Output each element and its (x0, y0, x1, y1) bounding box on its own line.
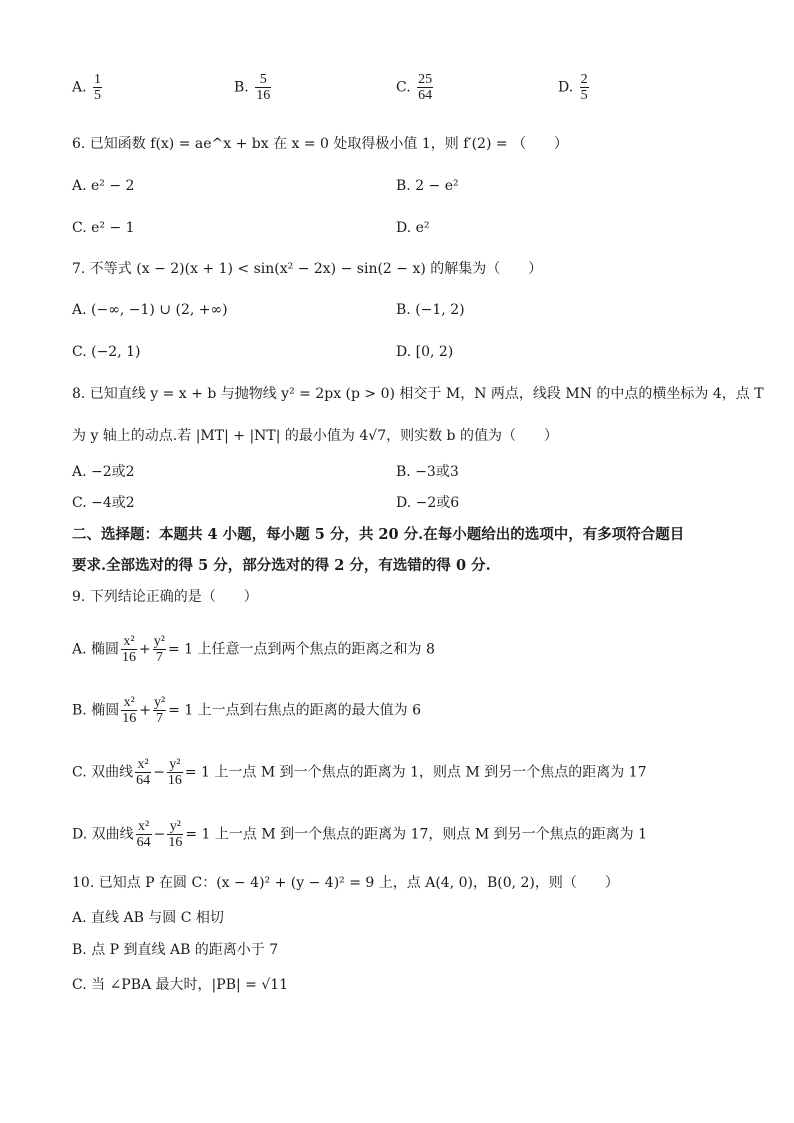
q9-d-tail: = 1 上一点 M 到一个焦点的距离为 17，则点 M 到另一个焦点的距离为 1 (185, 826, 648, 843)
q7-option-b: B. (−1, 2) (396, 302, 465, 318)
q9-c-frac-x: $\frac{\text{x²}}{64}$ (136, 757, 151, 788)
q7-option-c: C. (−2, 1) (72, 344, 141, 360)
q9-c-frac-y: $\frac{\text{y²}}{16}$ (167, 757, 182, 788)
section2-heading-line2: 要求.全部选对的得 5 分，部分选对的得 2 分，有选错的得 0 分. (72, 557, 491, 574)
q9-b-tail: = 1 上一点到右焦点的距离的最大值为 6 (168, 702, 422, 719)
q6-option-d: D. e² (396, 220, 430, 236)
q9-c-tail: = 1 上一点 M 到一个焦点的距离为 1，则点 M 到另一个焦点的距离为 17 (184, 764, 647, 781)
q9-b-label: B. 椭圆 (72, 702, 120, 719)
q9-a-tail: = 1 上任意一点到两个焦点的距离之和为 8 (167, 641, 435, 658)
q6-option-c: C. e² − 1 (72, 220, 135, 236)
q10-option-c: C. 当 ∠PBA 最大时，|PB| = √11 (72, 977, 289, 993)
q9-b-frac-y: $\frac{\text{y²}}{7}$ (153, 695, 166, 726)
q8-stem-line1: 8. 已知直线 y = x + b 与抛物线 y² = 2px (p > 0) 相交于 M，N 两点，线段 MN 的中点的横坐标为 4，点 T (72, 386, 764, 402)
q5-b-label: B. (234, 79, 249, 96)
q5-option-d (558, 72, 591, 103)
q7-option-a: A. (−∞, −1) ∪ (2, +∞) (72, 302, 228, 318)
q7-option-d: D. [0, 2) (396, 344, 454, 360)
q5-c-fraction: $\frac{25}{64}$ (418, 72, 433, 103)
q9-d-frac-y: $\frac{\text{y²}}{16}$ (168, 819, 183, 850)
q9-d-frac-x: $\frac{\text{x²}}{64}$ (136, 819, 151, 850)
q9-b-frac-x: $\frac{\text{x²}}{16}$ (122, 695, 137, 726)
q6-stem: 6. 已知函数 f(x) = ae^x + bx 在 x = 0 处取得极小值 1，则 f′(2) = （ ） (72, 136, 569, 152)
q9-stem: 9. 下列结论正确的是（ ） (72, 589, 258, 605)
section2-heading-line1: 二、选择题：本题共 4 小题，每小题 5 分，共 20 分.在每小题给出的选项中，有多项符合题目 (72, 526, 685, 543)
q9-a-frac-y: $\frac{\text{y²}}{7}$ (153, 634, 165, 665)
q8-option-d: D. −2或6 (396, 495, 460, 511)
q6-option-b: B. 2 − e² (396, 178, 459, 194)
q8-option-a: A. −2或2 (72, 464, 135, 480)
q9-option-b: B. 椭圆 $\frac{\text{x²}}{16}$ + $\frac{\text{y²}}{7}$ = 1 上一点到右焦点的距离的最大值为 6 (72, 695, 422, 726)
q9-d-label: D. 双曲线 (72, 826, 134, 843)
q5-d-label: D. (558, 79, 574, 96)
q7-stem: 7. 不等式 (x − 2)(x + 1) < sin(x² − 2x) − sin(2 − x) 的解集为（ ） (72, 261, 543, 277)
q8-stem-line2: 为 y 轴上的动点.若 |MT| + |NT| 的最小值为 4√7，则实数 b 的值为（ ） (72, 428, 558, 444)
q9-option-c: C. 双曲线 $\frac{\text{x²}}{64}$ − $\frac{\text{y²}}{16}$ = 1 上一点 M 到一个焦点的距离为 1，则点 M 到另一个焦点的距离为 17 (72, 757, 647, 788)
q5-d-fraction: $\frac{2}{5}$ (580, 72, 588, 103)
q9-option-a: A. 椭圆 $\frac{\text{x²}}{16}$ + $\frac{\text{y²}}{7}$ = 1 上任意一点到两个焦点的距离之和为 8 (72, 634, 435, 665)
q5-c-label: C. (396, 79, 411, 96)
q5-option-b (234, 72, 273, 103)
q5-b-fraction: $\frac{5}{16}$ (256, 72, 271, 103)
q9-a-frac-x: $\frac{\text{x²}}{16}$ (122, 634, 137, 665)
q10-option-a: A. 直线 AB 与圆 C 相切 (72, 910, 224, 926)
q5-option-c (396, 72, 435, 103)
q8-option-b: B. −3或3 (396, 464, 459, 480)
q9-c-label: C. 双曲线 (72, 764, 134, 781)
q10-option-b: B. 点 P 到直线 AB 的距离小于 7 (72, 942, 279, 958)
q6-option-a: A. e² − 2 (72, 178, 135, 194)
q5-option-a (72, 72, 104, 103)
q5-a-fraction: $\frac{1}{5}$ (94, 72, 102, 103)
q9-a-label: A. 椭圆 (72, 641, 120, 658)
q8-option-c: C. −4或2 (72, 495, 135, 511)
q10-stem: 10. 已知点 P 在圆 C：(x − 4)² + (y − 4)² = 9 上，点 A(4, 0)，B(0, 2)，则（ ） (72, 875, 619, 891)
q5-a-label: A. (72, 79, 87, 96)
q9-option-d: D. 双曲线 $\frac{\text{x²}}{64}$ − $\frac{\text{y²}}{16}$ = 1 上一点 M 到一个焦点的距离为 17，则点 M 到另一个焦点的距离为 1 (72, 819, 648, 850)
